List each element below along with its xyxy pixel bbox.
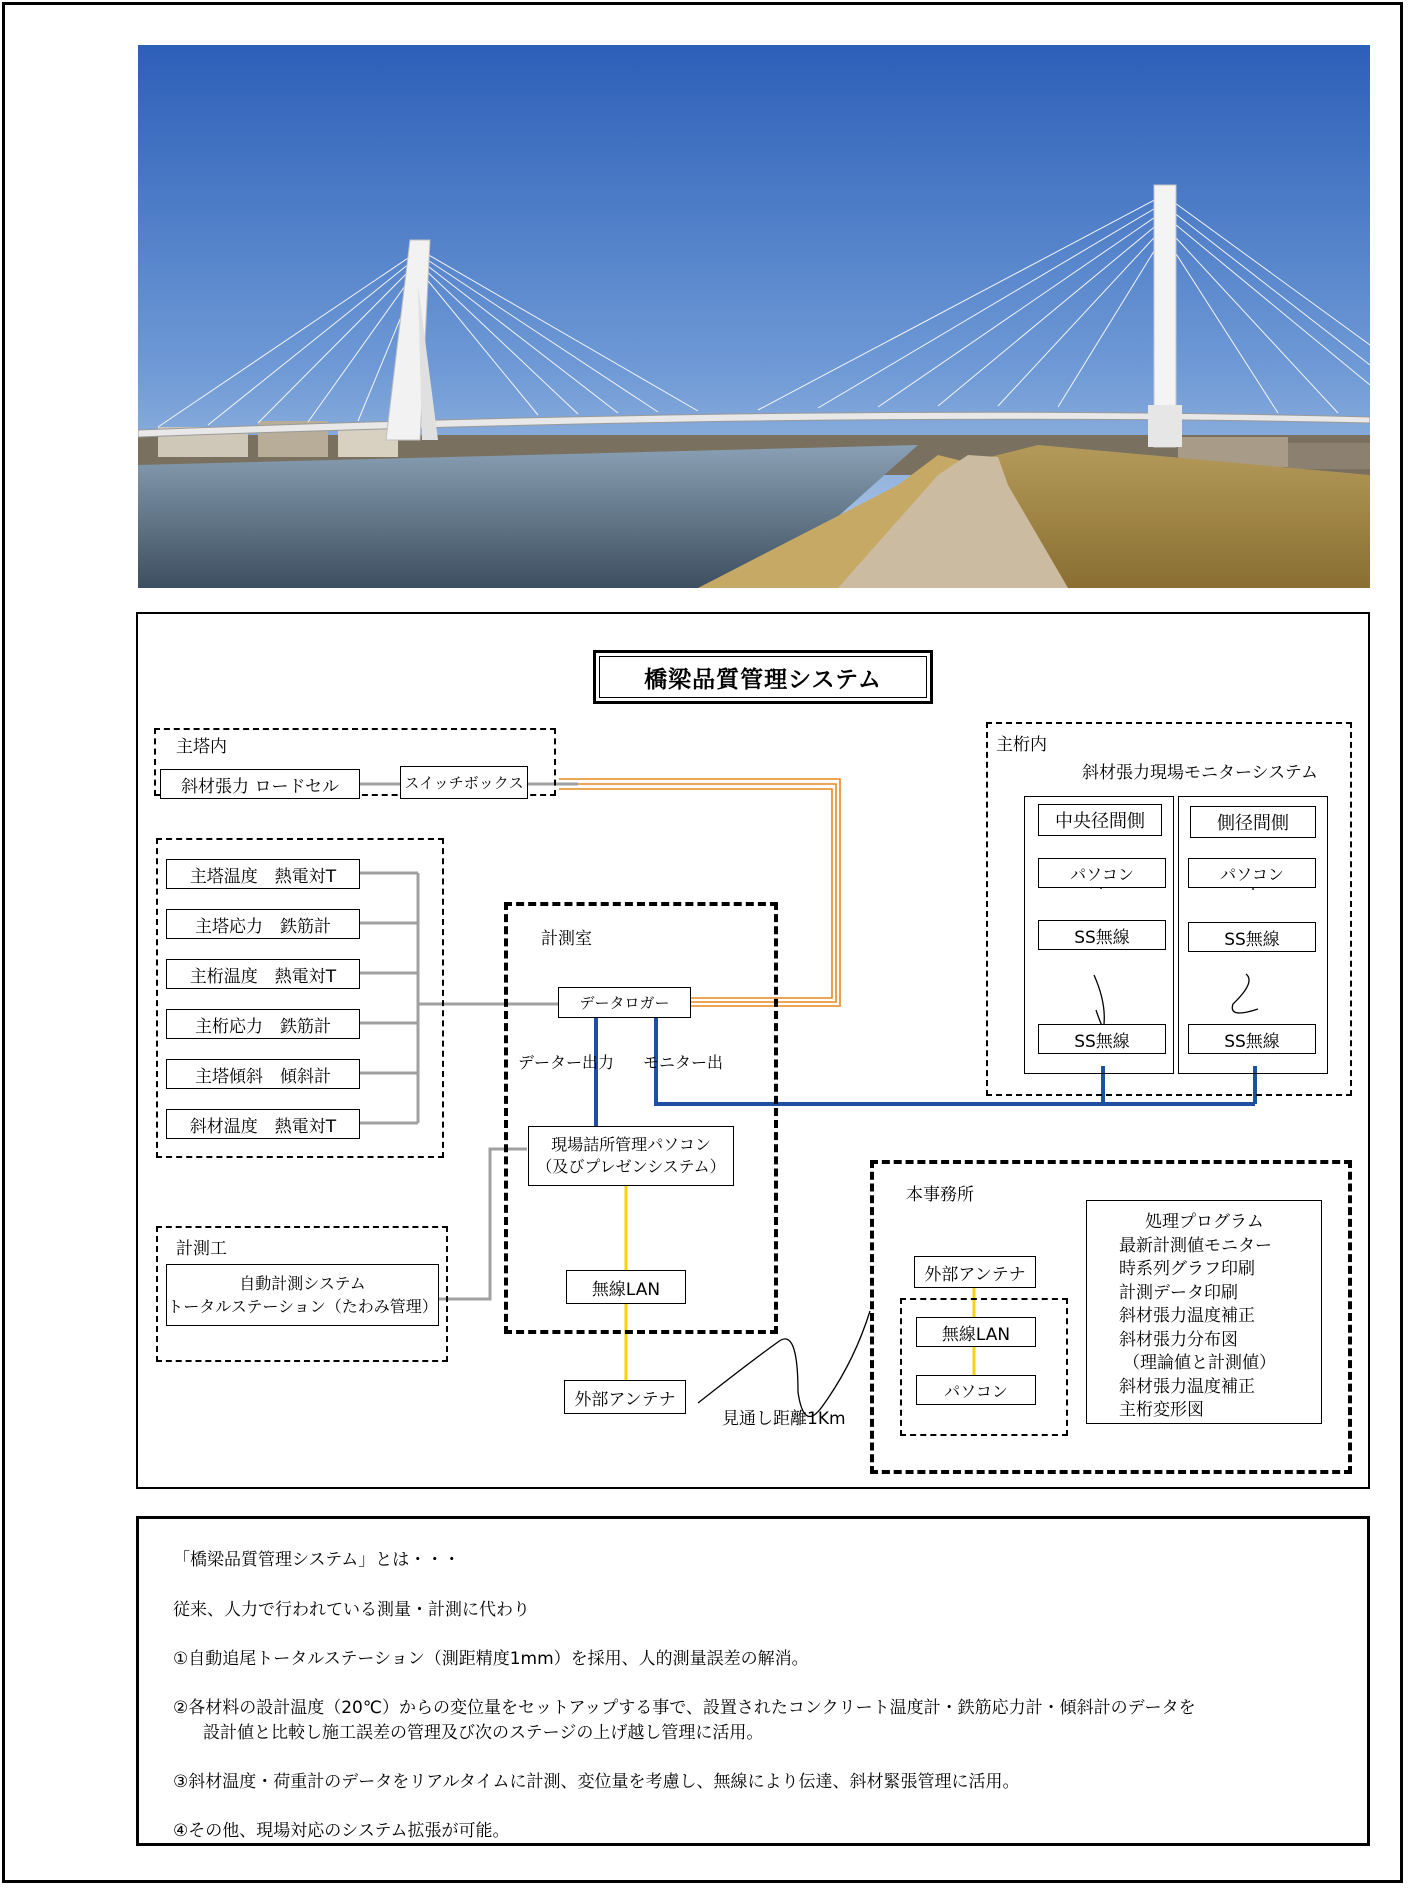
program-item: 斜材張力温度補正 <box>1119 1376 1255 1397</box>
description-item-2: ②各材料の設計温度（20℃）からの変位量をセットアップする事で、設置されたコンクリート温度計・鉄筋応力計・傾斜計のデータを <box>173 1698 1196 1718</box>
description-heading: 「橋梁品質管理システム」とは・・・ <box>173 1550 461 1570</box>
description-item-1: ①自動追尾トータルステーション（測距精度1mm）を採用、人的測量誤差の解消。 <box>173 1649 809 1669</box>
description-item-2-cont: 設計値と比較し施工誤差の管理及び次のステージの上げ越し管理に活用。 <box>203 1723 764 1743</box>
data-logger-box: データロガー <box>558 987 691 1018</box>
sensor-cable-temp: 斜材温度 熱電対T <box>166 1109 360 1139</box>
site-pc-box <box>528 1126 734 1186</box>
center-span-pc: パソコン <box>1038 858 1166 888</box>
description-line: 従来、人力で行われている測量・計測に代わり <box>173 1600 530 1620</box>
side-span-ss-wireless-lower: SS無線 <box>1188 1024 1316 1054</box>
site-pc-line2: （及びプレゼンシステム） <box>536 1157 726 1176</box>
center-span-ss-wireless-lower: SS無線 <box>1038 1024 1166 1054</box>
measurement-room-label: 計測室 <box>541 929 592 949</box>
description-box <box>136 1516 1370 1846</box>
description-item-4: ④その他、現場対応のシステム拡張が可能。 <box>173 1821 510 1841</box>
site-external-antenna-box: 外部アンテナ <box>564 1380 686 1414</box>
program-item: 斜材張力温度補正 <box>1119 1306 1255 1326</box>
program-item: 主桁変形図 <box>1119 1400 1204 1420</box>
sensor-tower-temp: 主塔温度 熱電対T <box>166 859 360 889</box>
office-pc-box: パソコン <box>916 1375 1036 1405</box>
sensor-tower-stress: 主塔応力 鉄筋計 <box>166 909 360 939</box>
side-span-title: 側径間側 <box>1190 806 1316 838</box>
tower-interior-label: 主塔内 <box>176 737 227 757</box>
processing-program-box <box>1086 1200 1322 1424</box>
program-item: 最新計測値モニター <box>1119 1235 1272 1256</box>
program-title: 処理プログラム <box>1145 1212 1264 1232</box>
center-span-title: 中央径間側 <box>1038 804 1162 836</box>
site-pc-line1: 現場詰所管理パソコン <box>551 1135 711 1154</box>
head-office-label: 本事務所 <box>906 1185 974 1205</box>
total-station-line1: 自動計測システム <box>239 1274 366 1293</box>
switch-box: スイッチボックス <box>400 766 528 799</box>
program-item: 計測データ印刷 <box>1119 1282 1238 1303</box>
system-diagram <box>136 612 1370 1489</box>
diagram-title-text: 橋梁品質管理システム <box>599 656 927 698</box>
sensor-girder-temp: 主桁温度 熱電対T <box>166 959 360 989</box>
total-station-line2: トータルステーション（たわみ管理） <box>167 1297 438 1316</box>
center-span-ss-wireless-upper: SS無線 <box>1038 920 1166 950</box>
description-item-3: ③斜材温度・荷重計のデータをリアルタイムに計測、変位量を考慮し、無線により伝達、斜材緊張管理に活用。 <box>173 1772 1020 1792</box>
surveying-label: 計測工 <box>176 1239 227 1259</box>
side-span-ss-wireless-upper: SS無線 <box>1188 922 1316 952</box>
bridge-photo <box>138 45 1370 588</box>
office-external-antenna-box: 外部アンテナ <box>914 1256 1036 1288</box>
data-output-label: データー出力 <box>518 1053 615 1072</box>
monitor-output-label: モニター出 <box>643 1053 724 1072</box>
girder-monitor-system-label: 斜材張力現場モニターシステム <box>1082 763 1318 783</box>
office-wireless-lan-box: 無線LAN <box>916 1317 1036 1347</box>
sensor-tower-tilt: 主塔傾斜 傾斜計 <box>166 1059 360 1089</box>
program-item: （理論値と計測値） <box>1123 1353 1276 1373</box>
site-wireless-lan-box: 無線LAN <box>566 1270 686 1304</box>
load-cell-box: 斜材張力 ロードセル <box>160 769 360 799</box>
girder-interior-label: 主桁内 <box>996 735 1047 755</box>
program-item: 時系列グラフ印刷 <box>1119 1259 1255 1279</box>
total-station-box <box>166 1264 439 1326</box>
diagram-title <box>593 650 933 704</box>
sensor-girder-stress: 主桁応力 鉄筋計 <box>166 1009 360 1039</box>
program-item: 斜材張力分布図 <box>1119 1329 1238 1350</box>
line-of-sight-label: 見通し距離1Km <box>722 1409 846 1429</box>
side-span-pc: パソコン <box>1188 858 1316 888</box>
